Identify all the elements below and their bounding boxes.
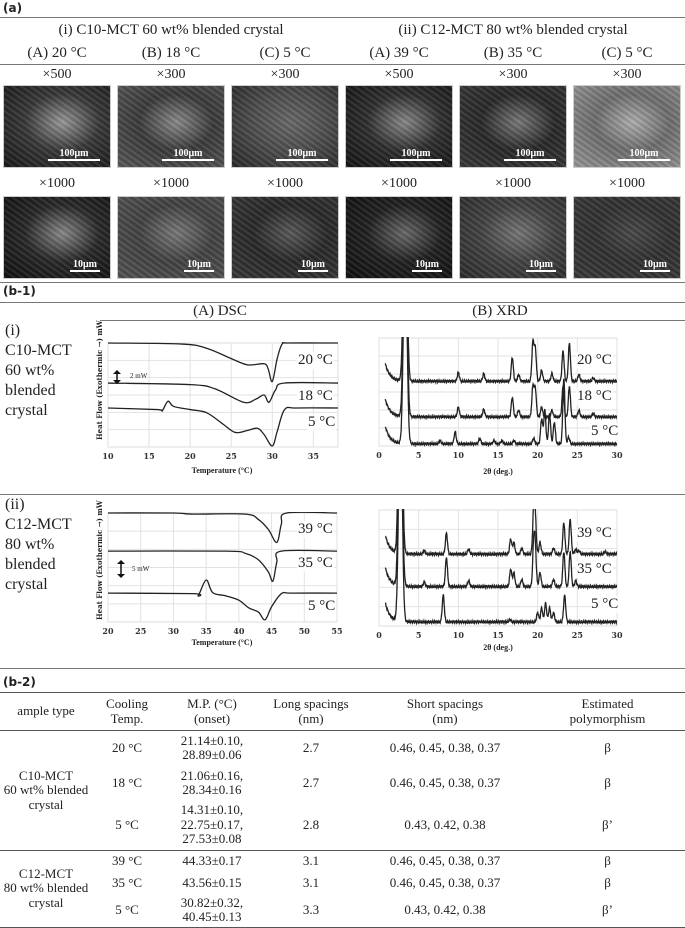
table-row [0,894,685,927]
sample-type-cell [0,731,92,851]
x-tick-label: 15 [492,630,504,640]
melting-point-line: 14.31±0.10, [180,802,244,818]
column-header [530,693,685,731]
xrd1-label-5c: 5 °C [591,423,619,439]
cooling-temp-cell: 20 °C [111,740,143,755]
xrd2-label-35c: 35 °C [577,561,612,577]
temp-label: (A) 20 °C [27,45,87,61]
long-spacing-cell: 3.1 [302,874,320,890]
melting-point-line: 43.56±0.15 [182,874,242,890]
results-table [0,692,685,928]
temp-label: (C) 5 °C [259,45,311,61]
x-tick-label: 25 [135,626,147,636]
scale-bar-line [48,159,100,161]
short-spacing-cell: 0.46, 0.45, 0.38, 0.37 [389,853,501,868]
group-title-c12: (ii) C12-MCT 80 wt% blended crystal [398,22,628,38]
x-tick-label: 20 [102,626,114,636]
polymorphism-cell: β [604,853,611,868]
scale-bar-line [390,159,442,161]
row-label-line: C10-MCT [5,342,72,359]
melting-point-cell [162,894,262,927]
table-row [0,766,685,801]
x-tick-label: 10 [102,451,114,461]
column-header-line: Long spacings [273,696,349,711]
scale-bar-label: 10μm [415,259,439,270]
magnification-label: ×500 [384,67,414,82]
melting-point-cell [162,872,262,894]
temp-label: (B) 35 °C [483,45,543,61]
x-tick-label: 55 [331,626,343,636]
scale-bar-label: 10μm [73,259,97,270]
row-label-line: blended [5,556,56,573]
dsc1-y-axis-title: Heat Flow (Exothermic →) mW [95,320,104,440]
xrd1-label-20c: 20 °C [577,352,612,368]
magnification-label: ×1000 [381,176,417,191]
row-label-c12 [5,495,72,595]
x-tick-label: 25 [571,630,583,640]
column-header [162,693,262,731]
scale-bar-line [162,159,214,161]
melting-point-line: 28.34±0.16 [182,782,242,797]
short-spacing-cell: 0.46, 0.45, 0.38, 0.37 [389,874,501,890]
short-spacing-cell: 0.43, 0.42, 0.38 [404,902,486,917]
scale-bar-label: 10μm [643,259,667,270]
scale-bar-label: 100μm [287,148,317,159]
scale-bar-label: 100μm [173,148,203,159]
long-spacing-cell: 3.1 [302,853,320,868]
table-row [0,801,685,851]
row-tag: (i) [5,322,21,339]
dsc1-x-axis-title: Temperature (°C) [191,466,253,475]
sem-image [3,196,111,279]
scale-bar-line [276,159,328,161]
scale-bar [526,259,556,272]
column-header-line: Short spacings [406,696,484,711]
dsc2-curve-5c [108,580,337,620]
sample-type-cell [0,850,92,927]
divider [0,282,685,283]
xrd2-plot [376,322,623,640]
scale-bar [70,259,100,272]
scale-bar-label: 100μm [515,148,545,159]
magnification-label: ×300 [270,67,300,82]
cooling-temp-cell: 18 °C [111,774,143,790]
melting-point-line: 28.89±0.06 [182,747,242,763]
polymorphism-cell: β [604,740,611,755]
short-spacing-cell: 0.43, 0.42, 0.38 [404,816,486,832]
x-tick-label: 30 [611,630,623,640]
xrd1-x-axis-title: 2θ (deg.) [483,467,513,476]
melting-point-line: 21.06±0.16, [180,767,244,783]
scale-bar [48,148,100,161]
polymorphism-cell: β [604,774,611,790]
sem-image [345,85,453,168]
melting-point-cell [162,801,262,851]
divider [0,64,685,65]
sem-image [231,85,339,168]
xrd2-label-5c: 5 °C [591,596,619,612]
x-tick-label: 10 [452,450,464,460]
column-header-line: ample type [17,703,75,719]
x-tick-label: 5 [415,630,422,640]
magnification-label: ×1000 [267,176,303,191]
scale-bar [298,259,328,272]
row-label-line: 80 wt% [5,536,55,553]
temp-label: (B) 18 °C [141,45,201,61]
table-group-c10 [0,731,685,851]
xrd1-label-18c: 18 °C [577,388,612,404]
table-row [0,731,685,766]
row-label-line: C12-MCT [5,516,72,533]
row-label-line: crystal [5,576,48,593]
x-tick-label: 25 [225,451,237,461]
group-title-c10: (i) C10-MCT 60 wt% blended crystal [58,22,284,38]
scale-bar [162,148,214,161]
scale-bar-label: 100μm [401,148,431,159]
x-tick-label: 35 [200,626,212,636]
divider [0,668,685,669]
x-tick-label: 35 [307,451,319,461]
short-spacing-cell: 0.46, 0.45, 0.38, 0.37 [389,774,501,790]
sem-image [117,85,225,168]
xrd2-x-axis-title: 2θ (deg.) [483,643,513,652]
cooling-temp-cell: 5 °C [115,902,139,917]
x-tick-label: 5 [415,450,422,460]
column-header-line: (nm) [298,710,324,726]
scale-bar-line [504,159,556,161]
row-label-line: 60 wt% [5,362,55,379]
table-row [0,850,685,872]
row-tag: (ii) [5,496,25,513]
polymorphism-cell: β’ [602,816,613,832]
x-tick-label: 20 [184,451,196,461]
dsc1-label-20c: 20 °C [298,352,333,368]
sem-image [573,85,681,168]
magnification-label: ×1000 [153,176,189,191]
cooling-temp-cell: 35 °C [111,874,143,890]
row-label-line: blended [5,382,56,399]
dsc2-label-5c: 5 °C [308,598,336,614]
sample-type-line: crystal [28,796,64,812]
polymorphism-cell: β’ [602,902,613,917]
scale-bar [618,148,670,161]
dsc2-y-axis-title: Heat Flow (Exothermic →) mW [95,500,104,620]
sem-image [231,196,339,279]
xrd-title: (B) XRD [472,303,528,319]
sem-image [573,196,681,279]
sem-image [345,196,453,279]
column-header-line: Cooling [106,696,148,711]
short-spacing-cell: 0.46, 0.45, 0.38, 0.37 [389,740,501,755]
scale-bar-label: 10μm [187,259,211,270]
x-tick-label: 25 [571,450,583,460]
x-tick-label: 0 [376,630,382,640]
scale-bar [276,148,328,161]
sem-image [459,196,567,279]
double-arrow-icon [117,560,125,578]
sem-image [3,85,111,168]
cooling-temp-cell: 5 °C [115,816,139,832]
double-arrow-icon [113,370,121,384]
scale-bar [184,259,214,272]
long-spacing-cell: 3.3 [302,902,320,917]
long-spacing-cell: 2.7 [302,740,320,755]
scale-bar-label: 10μm [301,259,325,270]
melting-point-line: 40.45±0.13 [182,909,242,925]
scale-bar [412,259,442,272]
dsc1-label-5c: 5 °C [308,414,336,430]
melting-point-line: 27.53±0.08 [182,831,242,847]
melting-point-cell [162,850,262,872]
dsc1-scale-label: 2 mW [130,372,148,380]
x-tick-label: 10 [452,630,464,640]
sample-type-line: 60 wt% blended [3,782,89,797]
x-tick-label: 0 [376,450,382,460]
scale-bar [640,259,670,272]
scale-bar-label: 100μm [59,148,89,159]
sem-image [459,85,567,168]
x-tick-label: 45 [266,626,278,636]
temp-label: (C) 5 °C [601,45,653,61]
scale-bar-label: 100μm [629,148,659,159]
dsc2-label-35c: 35 °C [298,555,333,571]
melting-point-line: 44.33±0.17 [182,853,242,868]
cooling-temp-cell: 39 °C [111,853,143,868]
section-b1-label: (b-1) [3,284,36,298]
magnification-label: ×1000 [609,176,645,191]
x-tick-label: 50 [298,626,310,636]
column-header [92,693,162,731]
scale-bar-line [618,159,670,161]
table-row [0,872,685,894]
scale-bar-line [184,270,214,272]
x-tick-label: 30 [167,626,179,636]
dsc-title: (A) DSC [193,303,247,319]
x-tick-label: 20 [532,450,544,460]
scale-bar-line [526,270,556,272]
sample-type-line: crystal [28,894,64,910]
column-header-line: Temp. [110,710,144,726]
column-header-line: polymorphism [569,710,646,726]
magnification-label: ×1000 [39,176,75,191]
scale-bar [504,148,556,161]
column-header-line: Estimated [581,696,634,711]
melting-point-cell [162,731,262,766]
melting-point-cell [162,766,262,801]
melting-point-line: 22.75±0.17, [180,816,244,832]
row-label-c10 [5,321,72,421]
divider [0,302,685,303]
column-header-line: M.P. (°C) [187,696,237,711]
column-header-line: (onset) [193,710,231,726]
x-tick-label: 40 [233,626,245,636]
sample-type-line: 80 wt% blended [3,880,89,896]
dsc2-scale-label: 5 mW [132,565,150,573]
scale-bar-line [412,270,442,272]
scale-bar-line [70,270,100,272]
scale-bar-line [298,270,328,272]
column-header [262,693,360,731]
row-label-line: crystal [5,402,48,419]
table-group-c12 [0,850,685,927]
temp-label: (A) 39 °C [369,45,429,61]
scale-bar-line [640,270,670,272]
scale-bar [390,148,442,161]
magnification-label: ×300 [498,67,528,82]
x-tick-label: 15 [492,450,504,460]
section-b2-label: (b-2) [3,675,36,689]
divider [0,494,685,495]
x-tick-label: 20 [532,630,544,640]
sample-type-line: C10-MCT [18,767,74,783]
magnification-label: ×300 [156,67,186,82]
x-tick-label: 15 [143,451,155,461]
column-header [360,693,530,731]
melting-point-line: 21.14±0.10, [180,732,244,748]
dsc2-label-39c: 39 °C [298,521,333,537]
melting-point-line: 30.82±0.32, [180,894,244,910]
scale-bar-label: 10μm [529,259,553,270]
section-a-label: (a) [3,1,23,15]
column-header [0,693,92,731]
magnification-label: ×500 [42,67,72,82]
x-tick-label: 30 [266,451,278,461]
x-tick-label: 30 [611,450,623,460]
dsc2-x-axis-title: Temperature (°C) [191,638,253,647]
xrd2-label-39c: 39 °C [577,525,612,541]
xrd2-curve-5c [385,388,617,623]
long-spacing-cell: 2.7 [302,774,320,790]
sample-type-line: C12-MCT [18,865,74,881]
magnification-label: ×300 [612,67,642,82]
polymorphism-cell: β [604,874,611,890]
long-spacing-cell: 2.8 [302,816,320,832]
dsc1-label-18c: 18 °C [298,388,333,404]
sem-image [117,196,225,279]
divider [0,17,685,18]
column-header-line: (nm) [432,710,458,726]
magnification-label: ×1000 [495,176,531,191]
divider [100,320,685,321]
table-header-row [0,693,685,731]
dsc1-curve-5c [108,401,338,446]
